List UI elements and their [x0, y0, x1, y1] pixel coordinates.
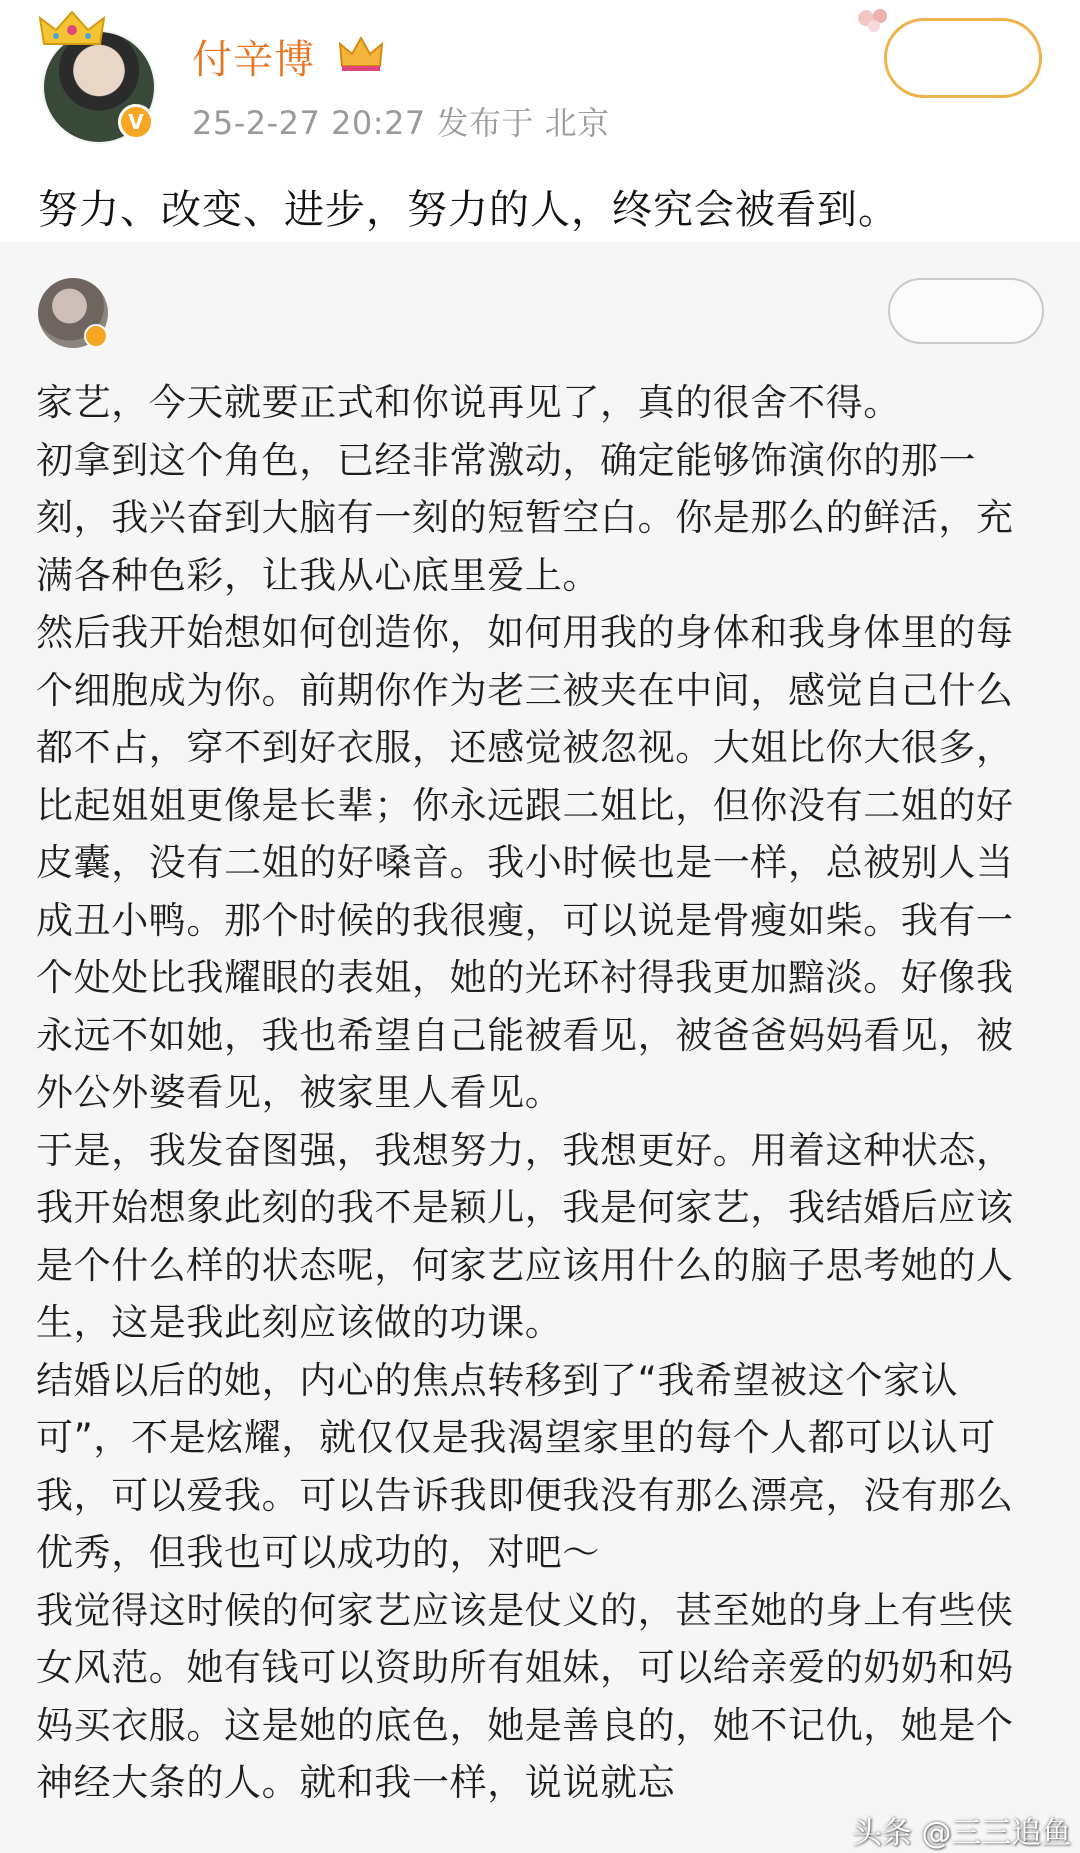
paragraph: 结婚以后的她，内心的焦点转移到了“我希望被这个家认可”，不是炫耀，就仅仅是我渴望家里的每个人都可以认可我，可以爱我。可以告诉我即便我没有那么漂亮，没有那么优秀，但我也可以成功的，对吧～ [36, 1358, 1014, 1574]
verified-badge-icon: V [118, 104, 154, 140]
paragraph: 初拿到这个角色，已经非常激动，确定能够饰演你的那一刻，我兴奋到大脑有一刻的短暂空白。你是那么的鲜活，充满各种色彩，让我从心底里爱上。 [36, 438, 1014, 597]
paragraph: 然后我开始想如何创造你，如何用我的身体和我身体里的每个细胞成为你。前期你作为老三被夹在中间，感觉自己什么都不占，穿不到好衣服，还感觉被忽视。大姐比你大很多，比起姐姐更像是长辈；你永远跟二姐比，但你没有二姐的好皮囊，没有二姐的好嗓音。我小时候也是一样，总被别人当成丑小鸭。那个时候的我很瘦，可以说是骨瘦如柴。我有一个处处比我耀眼的表姐，她的光环衬得我更加黯淡。好像我永远不如她，我也希望自己能被看见，被爸爸妈妈看见，被外公外婆看见，被家里人看见。 [36, 611, 1014, 1114]
paragraph: 家艺，今天就要正式和你说再见了，真的很舍不得。 [36, 381, 901, 424]
watermark: 头条 @三三追鱼 [852, 1816, 1072, 1851]
post-text: 努力、改变、进步，努力的人，终究会被看到。 [38, 187, 899, 233]
crown-icon [38, 8, 106, 50]
paragraph: 我觉得这时候的何家艺应该是仗义的，甚至她的身上有些侠女风范。她有钱可以资助所有姐妹，可以给亲爱的奶奶和妈妈买衣服。这是她的底色，她是善良的，她不记仇，她是个神经大条的人。就和我一样，说说就忘 [36, 1588, 1014, 1804]
repost-body-text [36, 374, 1046, 1812]
repost-follow-button[interactable] [888, 278, 1044, 344]
post-meta: 25-2-27 20:27 发布于 北京 [192, 104, 610, 142]
vip-crown-icon [338, 34, 384, 74]
author-name[interactable]: 付辛博 [192, 37, 315, 83]
follow-button[interactable] [884, 18, 1042, 98]
paragraph: 于是，我发奋图强，我想努力，我想更好。用着这种状态，我开始想象此刻的我不是颖儿，我是何家艺，我结婚后应该是个什么样的状态呢，何家艺应该用什么的脑子思考她的人生，这是我此刻应该做的功课。 [36, 1128, 1014, 1344]
repost-verified-badge-icon [84, 324, 108, 348]
